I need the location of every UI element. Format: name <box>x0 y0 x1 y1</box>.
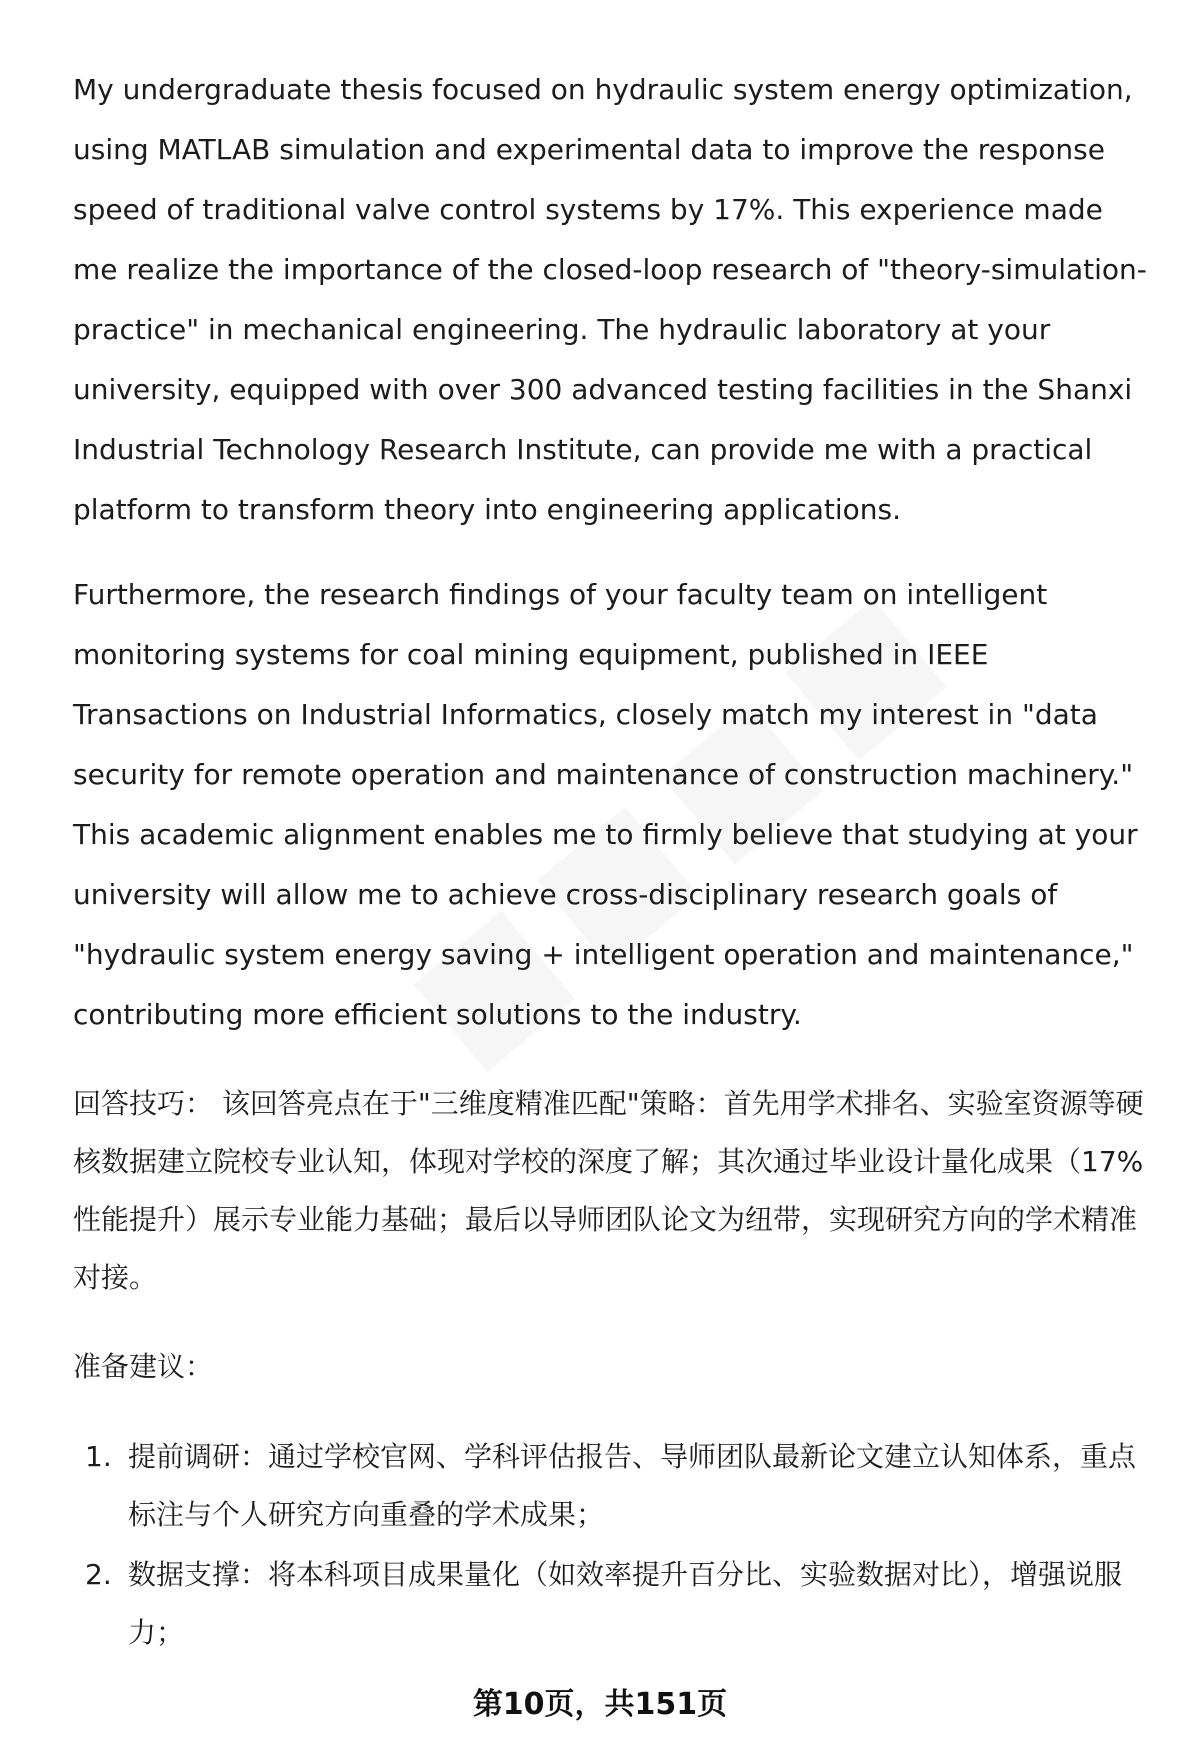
list-item <box>73 1428 1148 1544</box>
list-item-text: 提前调研：通过学校官网、学科评估报告、导师团队最新论文建立认知体系，重点标注与个人研究方向重叠的学术成果； <box>128 1440 1137 1531</box>
paragraph-2: Furthermore, the research findings of your faculty team on intelligent monitoring systems for coal mining equipment, published in IEEE Transactions on Industrial Informatics, closely match my interest in "data security for remote operation and maintenance of construction machinery." This academic alignment enables me to firmly believe that studying at your university will allow me to achieve cross-disciplinary research goals of "hydraulic system energy saving + intelligent operation and maintenance," contributing more efficient solutions to the industry. <box>73 578 1138 1031</box>
page-footer: 第10页，共151页 <box>472 1687 728 1722</box>
paragraph-1: My undergraduate thesis focused on hydraulic system energy optimization, using MATLAB simulation and experimental data to improve the response speed of traditional valve control systems by 17%. This experience made me realize the importance of the closed-loop research of "theory-simulation-practice" in mechanical engineering. The hydraulic laboratory at your university, equipped with over 300 advanced testing facilities in the Shanxi Industrial Technology Research Institute, can provide me with a practical platform to transform theory into engineering applications. <box>73 73 1147 526</box>
answer-tips: 回答技巧： 该回答亮点在于"三维度精准匹配"策略：首先用学术排名、实验室资源等硬核数据建立院校专业认知，体现对学校的深度了解；其次通过毕业设计量化成果（17%性能提升）展示专业能力基础；最后以导师团队论文为纽带，实现研究方向的学术精准对接。 <box>73 1087 1144 1294</box>
list-number: 1. <box>85 1440 112 1473</box>
list-item <box>73 1546 1148 1662</box>
preparation-list <box>73 1428 1148 1662</box>
list-number: 2. <box>85 1558 112 1591</box>
list-item-text: 数据支撑：将本科项目成果量化（如效率提升百分比、实验数据对比），增强说服力； <box>128 1558 1123 1649</box>
preparation-heading: 准备建议： <box>73 1350 214 1383</box>
